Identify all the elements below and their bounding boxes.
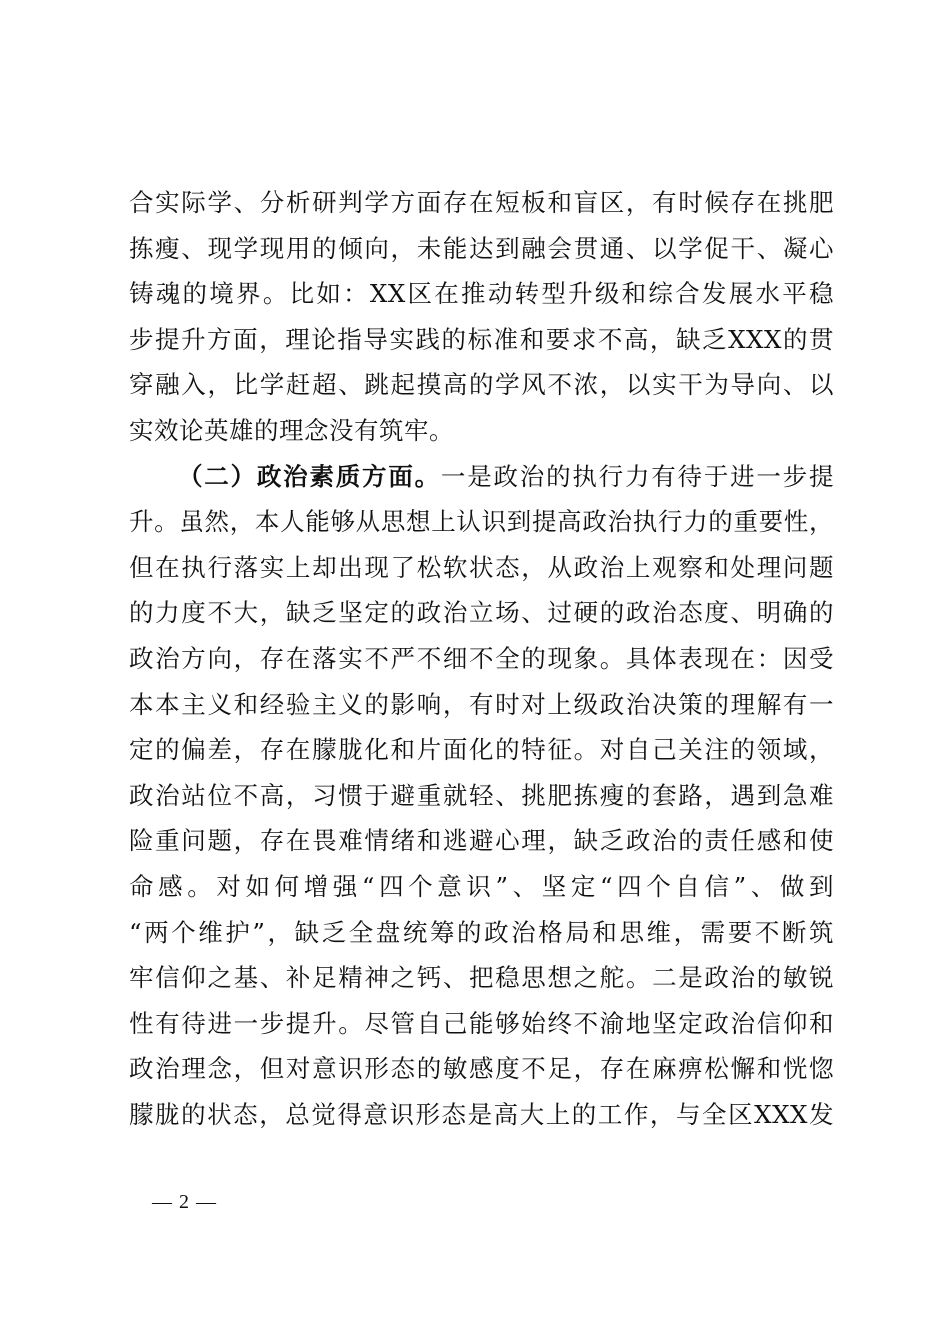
text-line: 政治站位不高，习惯于避重就轻、挑肥拣瘦的套路，遇到急难	[129, 780, 834, 810]
text-line: 政治理念，但对意识形态的敏感度不足，存在麻痹松懈和恍惚	[129, 1054, 834, 1084]
text-line: 升。虽然，本人能够从思想上认识到提高政治执行力的重要性，	[129, 507, 834, 537]
text-line: 政治方向，存在落实不严不细不全的现象。具体表现在：因受	[129, 643, 834, 673]
text-line: 性有待进一步提升。尽管自己能够始终不渝地坚定政治信仰和	[129, 1008, 834, 1038]
text-line: 朦胧的状态，总觉得意识形态是高大上的工作，与全区XXX发	[129, 1099, 834, 1129]
body-text	[129, 180, 834, 1137]
heading-line-rest: 一是政治的执行力有待于进一步提	[440, 461, 834, 491]
section-heading-line	[129, 454, 834, 500]
text-line: 但在执行落实上却出现了松软状态，从政治上观察和处理问题	[129, 552, 834, 582]
text-line: “两个维护”，缺乏全盘统筹的政治格局和思维，需要不断筑	[129, 917, 834, 947]
text-line: 定的偏差，存在朦胧化和片面化的特征。对自己关注的领域，	[129, 735, 834, 765]
text-line: 步提升方面，理论指导实践的标准和要求不高，缺乏XXX的贯	[129, 324, 834, 354]
text-line: 命感。对如何增强“四个意识”、坚定“四个自信”、做到	[129, 871, 834, 901]
text-line: 实效论英雄的理念没有筑牢。	[129, 415, 454, 445]
text-line: 铸魂的境界。比如：XX区在推动转型升级和综合发展水平稳	[129, 279, 834, 309]
text-line: 本本主义和经验主义的影响，有时对上级政治决策的理解有一	[129, 689, 834, 719]
section-heading: （二）政治素质方面。	[178, 461, 441, 491]
text-line: 的力度不大，缺乏坚定的政治立场、过硬的政治态度、明确的	[129, 598, 834, 628]
text-line: 牢信仰之基、补足精神之钙、把稳思想之舵。二是政治的敏锐	[129, 963, 834, 993]
text-line: 合实际学、分析研判学方面存在短板和盲区，有时候存在挑肥	[129, 188, 834, 217]
text-line: 穿融入，比学赶超、跳起摸高的学风不浓，以实干为导向、以	[129, 370, 834, 400]
text-line: 拣瘦、现学现用的倾向，未能达到融会贯通、以学促干、凝心	[129, 233, 834, 263]
page-number: — 2 —	[152, 1191, 217, 1213]
text-line: 险重问题，存在畏难情绪和逃避心理，缺乏政治的责任感和使	[129, 826, 834, 856]
